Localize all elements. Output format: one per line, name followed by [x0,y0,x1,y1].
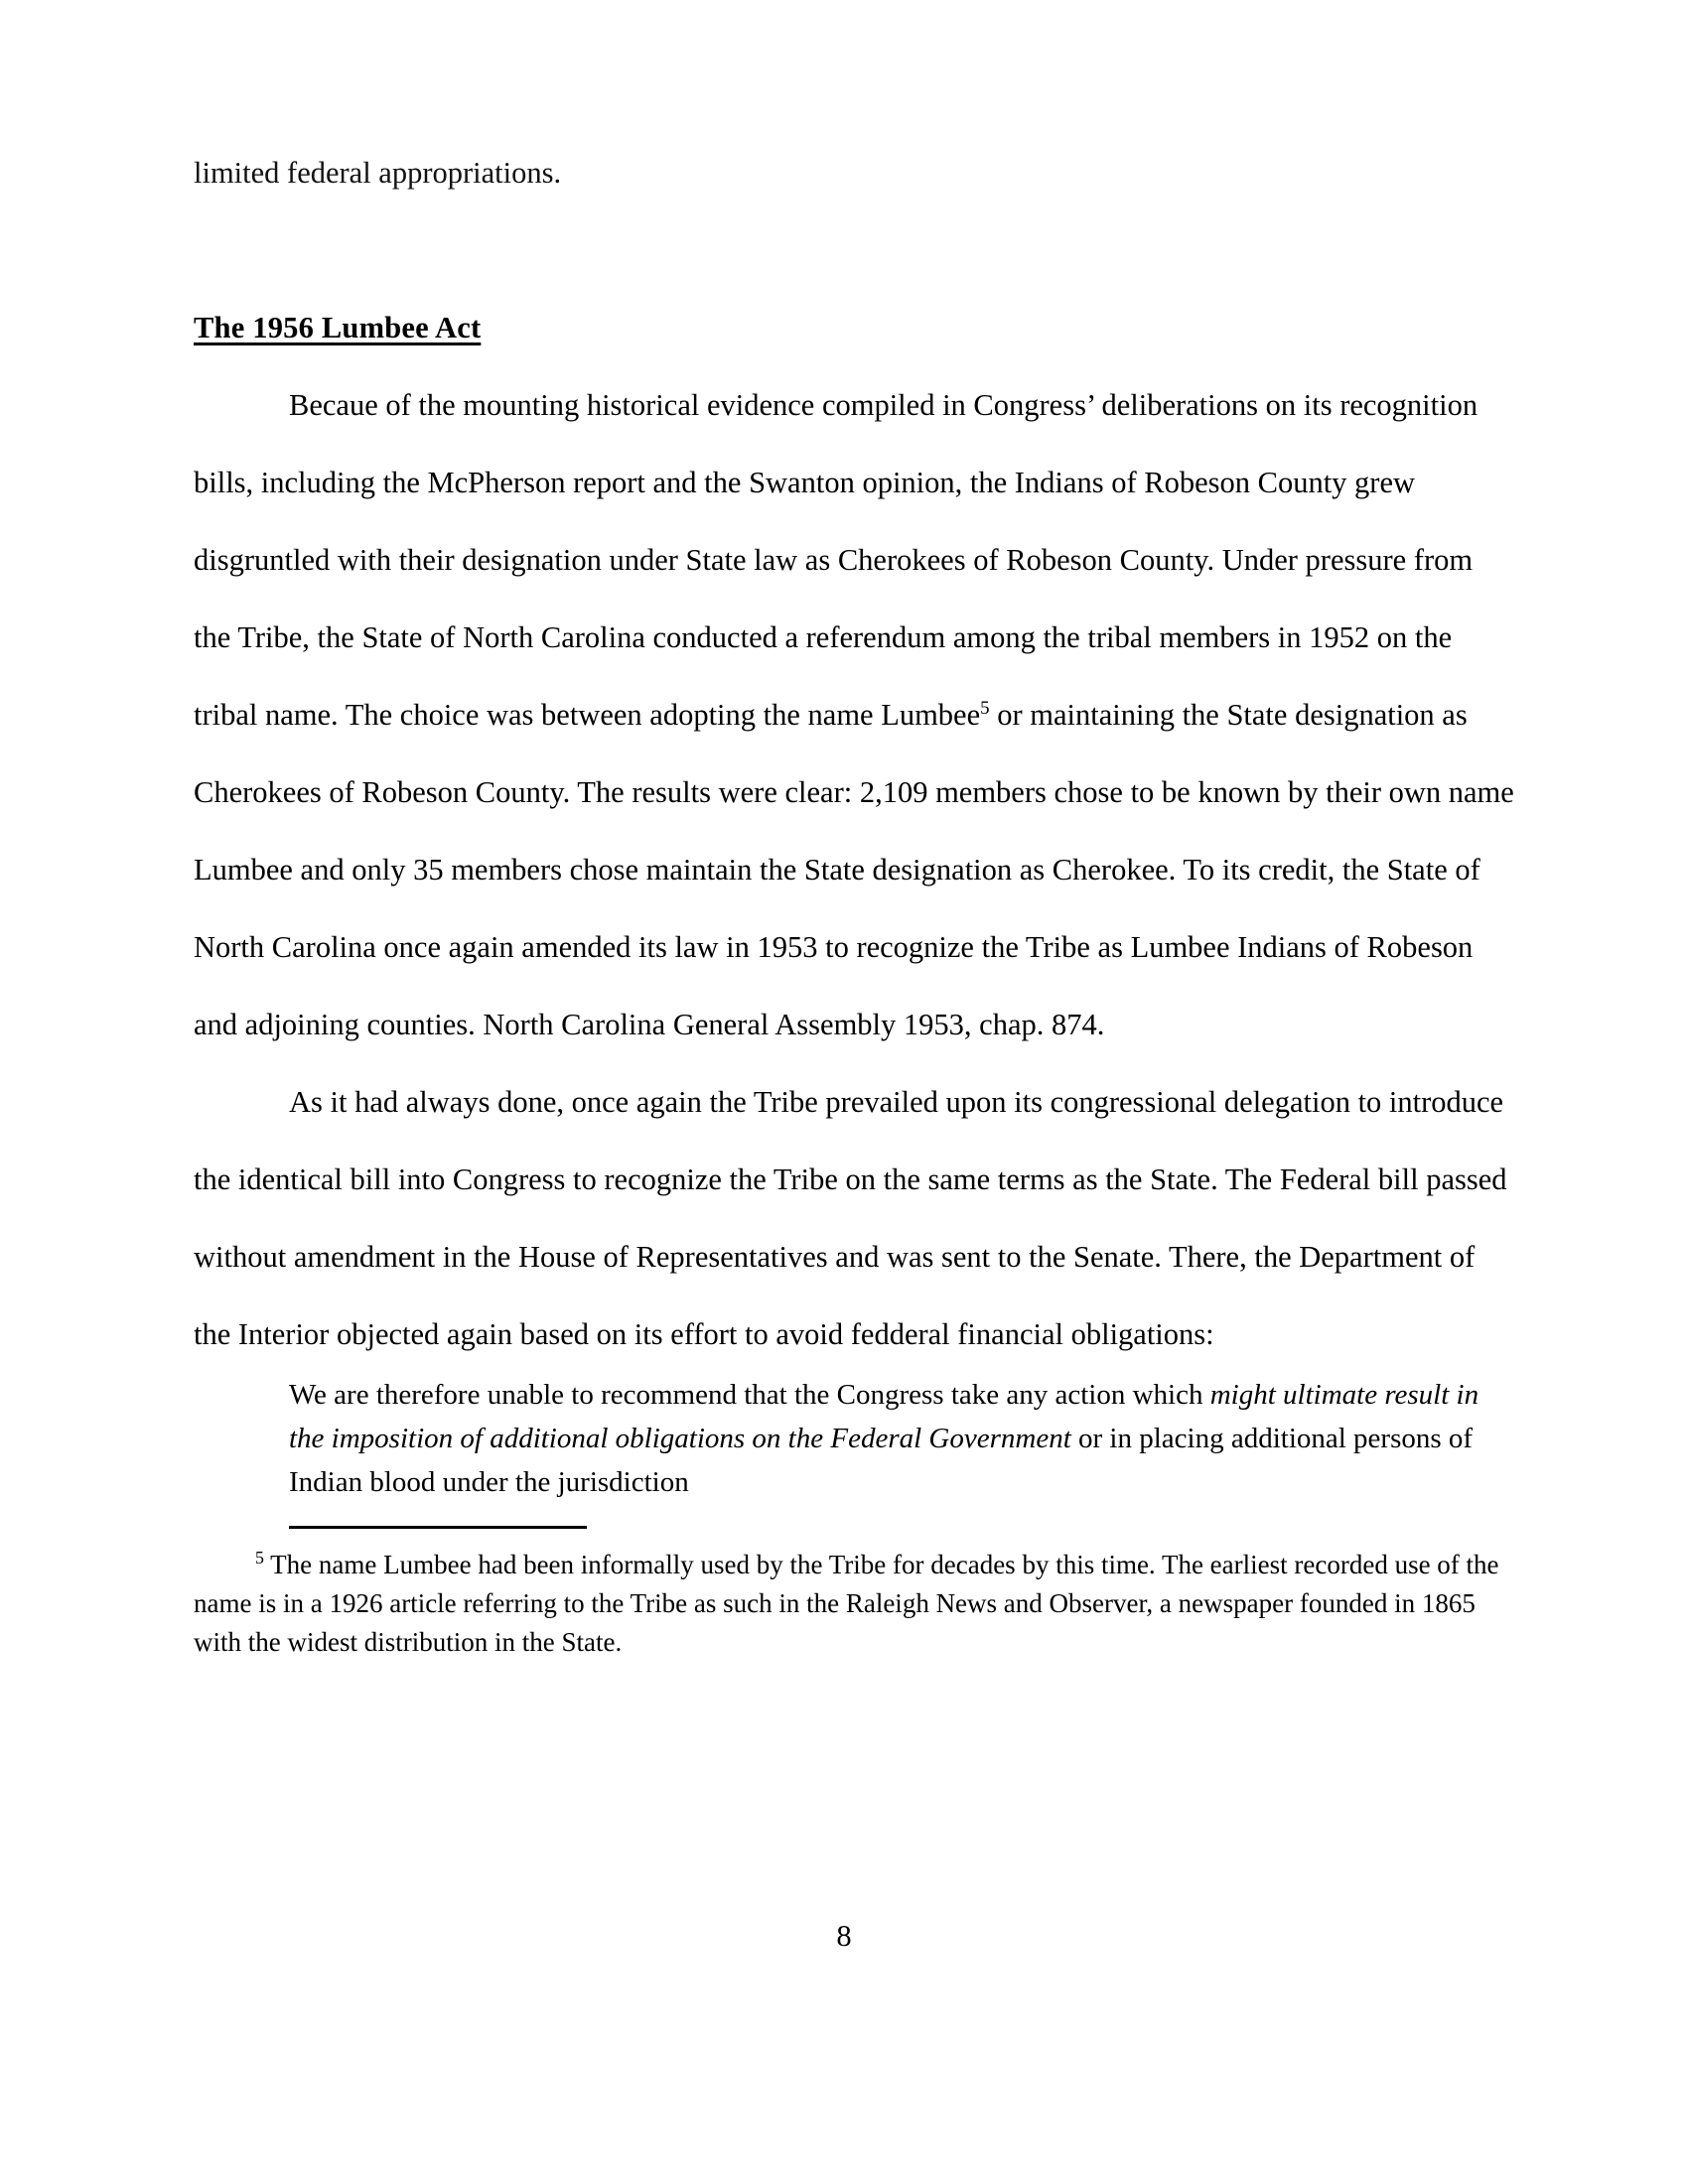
page-title: The 1956 Lumbee Act [194,311,482,344]
footnote-reference-marker[interactable]: 5 [980,697,990,719]
blockquote-roman-tail: or in placing additional persons of Indian blood under the jurisdiction [289,1423,1474,1498]
paragraph-congressional-delegation: As it had always done, once again the Tribe prevailed upon its congressional delegation to introduce the identical bill into Congress to recognize the Tribe on the same terms as the State. The Federal bill passed without amendment in the House of Representatives and was sent to the Senate. There, the Department of the Interior objected again based on its effort to avoid fedderal financial obligations: [194,1085,1507,1351]
footnote-body-text: The name Lumbee had been informally used by the Tribe for decades by this time. The earliest recorded use of the name is in a 1926 article referring to the Tribe as such in the Raleigh News and Observer, a newspaper founded in 1865 with the widest distribution in the State. [194,1550,1499,1657]
vertical-spacer [194,211,1514,289]
opening-fragment-text: limited federal appropriations. [194,156,562,190]
footnote-separator-rule [289,1526,587,1529]
blockquote-roman-lead: We are therefore unable to recommend that the Congress take any action which [289,1379,1210,1411]
paragraph-text-after-footnote: or maintaining the State designation as Cherokees of Robeson County. The results were clear: 2,109 members chose to be known by their own name Lumbee and only 35 members chose maintain the State designation as Cherokee. To its credit, the State of North Carolina once again amended its law in 1953 to recognize the Tribe as Lumbee Indians of Robeson and adjoining counties. North Carolina General Assembly 1953, chap. 874. [194,698,1514,1041]
continued-sentence-fragment [194,134,1514,211]
footnote-entry [194,1546,1514,1662]
paragraph-text-before-footnote: Becaue of the mounting historical evidence compiled in Congress’ deliberations on its recognition bills, including the McPherson report and the Swanton opinion, the Indians of Robeson County grew disgruntled with their designation under State law as Cherokees of Robeson County. Under pressure from the Tribe, the State of North Carolina conducted a referendum among the tribal members in 1952 on the tribal name. The choice was between adopting the name Lumbee [194,388,1478,732]
blockquote-italic-emphasis: might ultimate result in the imposition of additional obligations on the Federal Government [289,1379,1479,1454]
footnote-area [194,1526,1514,1662]
blockquote-interior-department [194,1373,1514,1504]
footnote-number: 5 [255,1548,264,1568]
page-number: 8 [836,1919,852,1953]
paragraph-lumbee-referendum [194,366,1514,1063]
